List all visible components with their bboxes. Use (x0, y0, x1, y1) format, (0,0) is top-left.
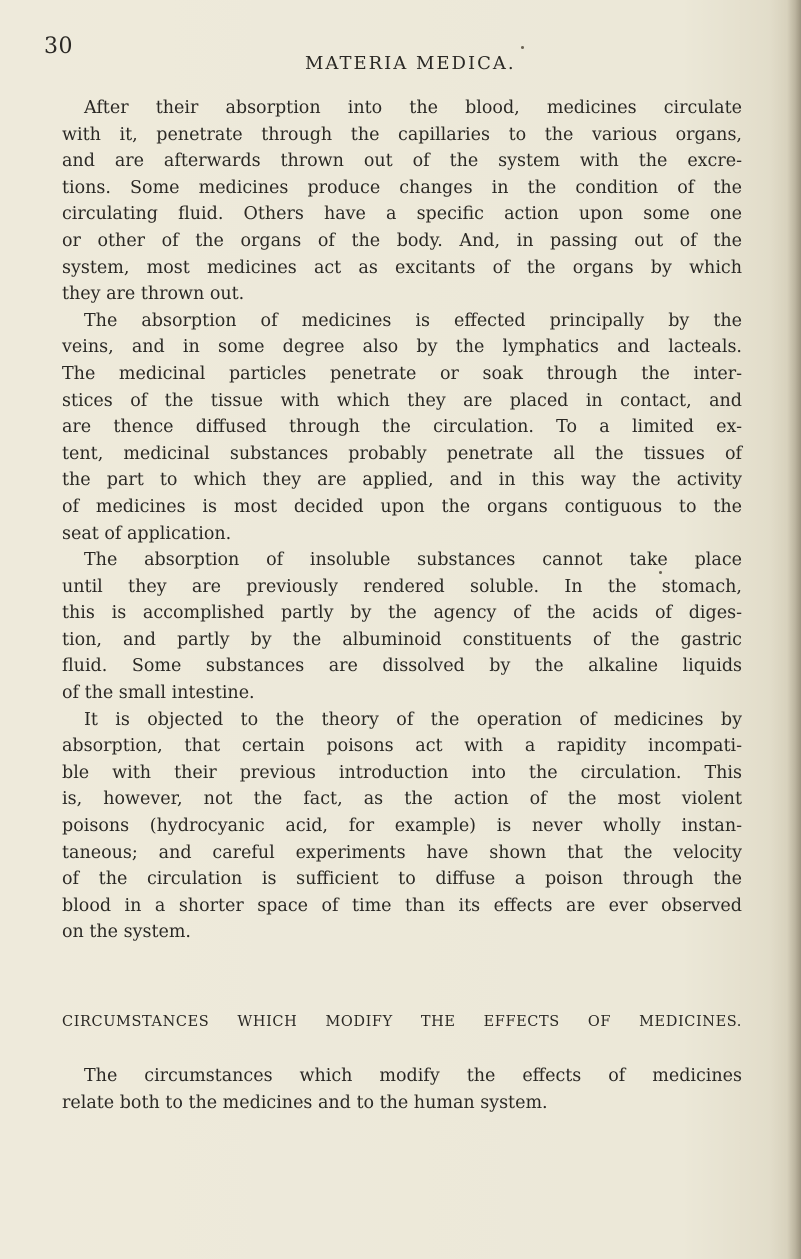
text-line: circulating fluid. Others have a specific action upon some one (62, 204, 742, 225)
text-line: the part to which they are applied, and in this way the activity (62, 470, 742, 491)
text-line: until they are previously rendered soluble. In the stomach, (62, 576, 742, 597)
page-edge-shadow (787, 0, 801, 1259)
paper-speck (659, 571, 662, 574)
text-line: is, however, not the fact, as the action of the most violent (62, 789, 742, 810)
text-line: and are afterwards thrown out of the system with the excre- (62, 151, 742, 172)
text-line: tions. Some medicines produce changes in the condition of the (62, 177, 742, 198)
text-line: relate both to the medicines and to the human system. (62, 1092, 548, 1113)
text-line: It is objected to the theory of the operation of medicines by (84, 709, 742, 730)
text-line: veins, and in some degree also by the lymphatics and lacteals. (62, 337, 742, 358)
running-head: MATERIA MEDICA. (305, 53, 516, 74)
section-body (62, 1063, 742, 1116)
text-line: are thence diffused through the circulation. To a limited ex- (62, 417, 742, 438)
text-line: seat of application. (62, 523, 232, 544)
paper-speck (521, 46, 524, 49)
text-line: system, most medicines act as excitants of the organs by which (62, 257, 742, 278)
text-line: tion, and partly by the albuminoid constituents of the gastric (62, 629, 742, 650)
text-line: poisons (hydrocyanic acid, for example) is never wholly instan- (62, 816, 742, 837)
text-line: fluid. Some substances are dissolved by the alkaline liquids (62, 656, 742, 677)
text-line: The absorption of medicines is effected principally by the (84, 310, 742, 331)
text-line: tent, medicinal substances probably penetrate all the tissues of (62, 443, 742, 464)
page-number: 30 (44, 34, 73, 59)
text-line: absorption, that certain poisons act with a rapidity incompati- (62, 736, 742, 757)
text-line: The medicinal particles penetrate or soak through the inter- (62, 363, 742, 384)
text-line: blood in a shorter space of time than its effects are ever observed (62, 895, 742, 916)
text-line: of the small intestine. (62, 683, 255, 704)
body-text (62, 95, 742, 946)
text-line: ble with their previous introduction into the circulation. This (62, 762, 742, 783)
text-line: The circumstances which modify the effects of medicines (84, 1066, 742, 1086)
text-line: taneous; and careful experiments have shown that the velocity (62, 842, 742, 863)
text-line: The absorption of insoluble substances cannot take place (84, 550, 742, 571)
text-line: or other of the organs of the body. And, in passing out of the (62, 230, 742, 251)
text-line: they are thrown out. (62, 284, 245, 305)
text-line: After their absorption into the blood, medicines circulate (84, 98, 742, 118)
text-line: with it, penetrate through the capillaries to the various organs, (62, 124, 742, 145)
text-line: this is accomplished partly by the agency of the acids of diges- (62, 603, 742, 624)
section-heading: CIRCUMSTANCES WHICH MODIFY THE EFFECTS OF MEDICINES. (62, 1014, 742, 1030)
text-line: stices of the tissue with which they are placed in contact, and (62, 390, 742, 411)
text-line: on the system. (62, 922, 191, 943)
text-line: of medicines is most decided upon the organs contiguous to the (62, 496, 742, 517)
text-line: of the circulation is sufficient to diffuse a poison through the (62, 869, 742, 890)
